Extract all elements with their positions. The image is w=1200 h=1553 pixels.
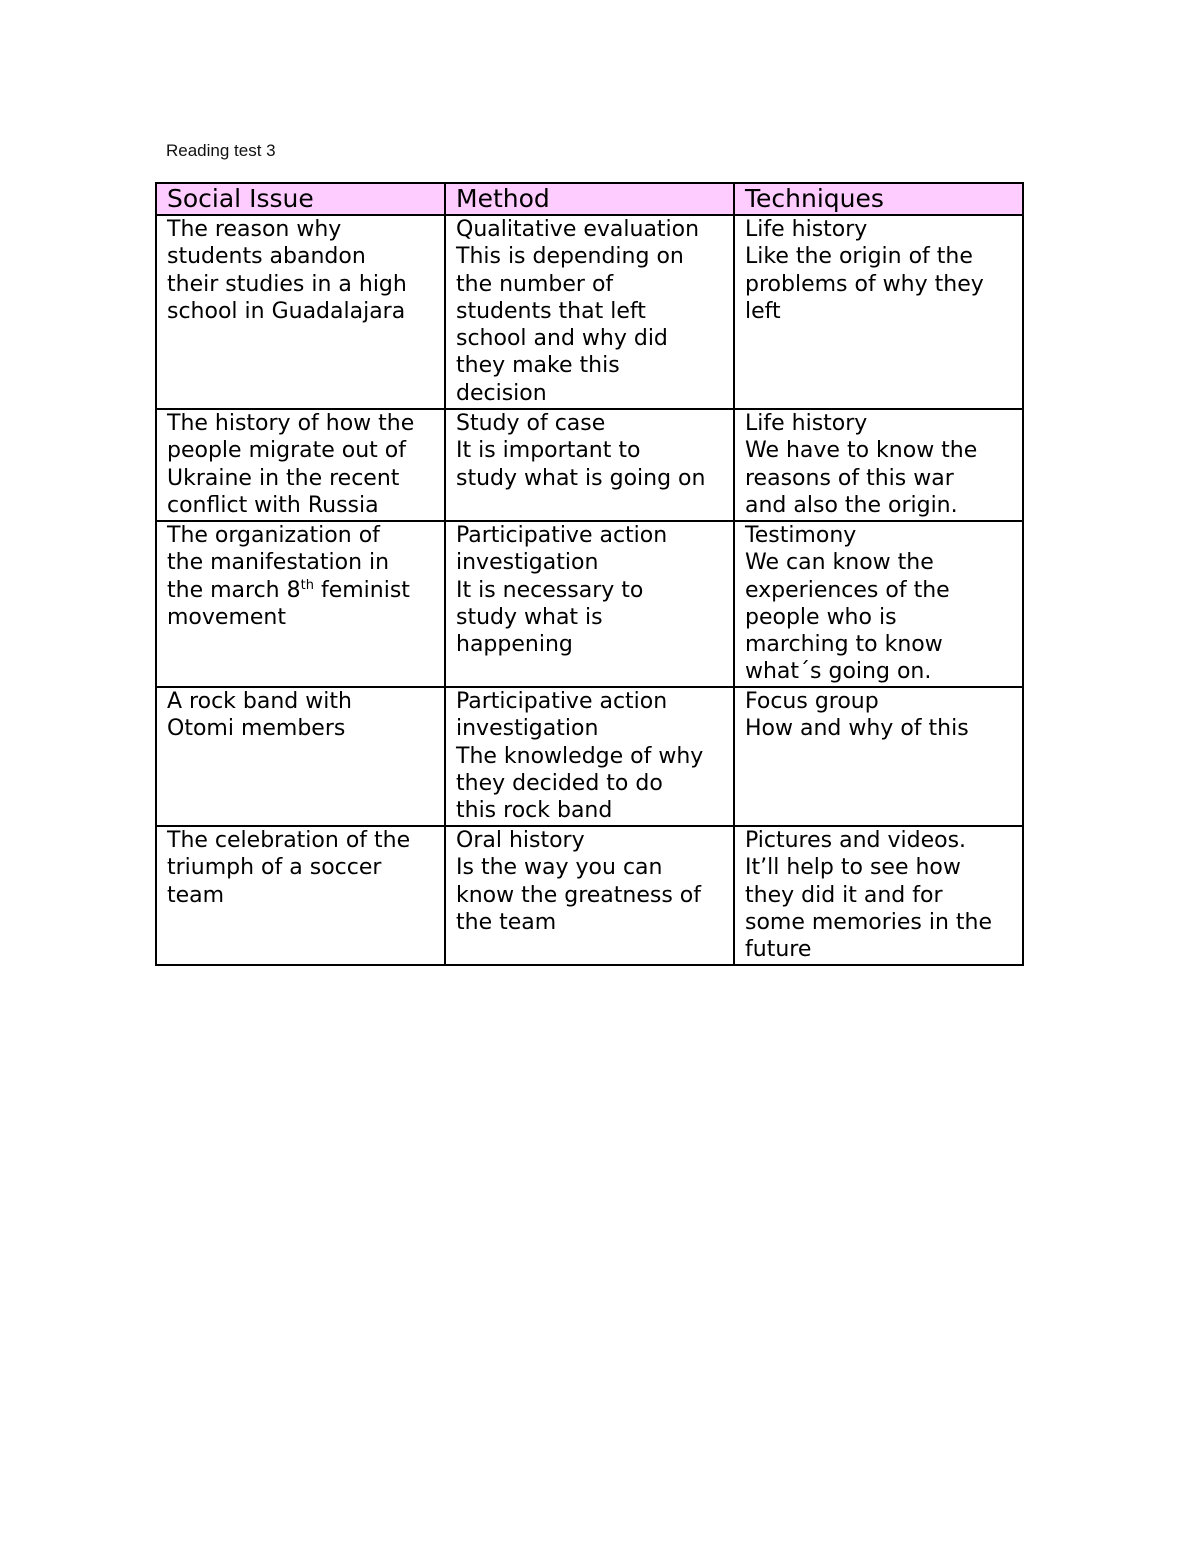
method-cell xyxy=(445,409,734,521)
social-issue-cell xyxy=(156,409,445,521)
method-cell xyxy=(445,521,734,687)
cell-line xyxy=(167,577,440,604)
cell-line: they decided to do xyxy=(456,770,663,796)
method-cell xyxy=(445,215,734,409)
method-cell xyxy=(445,687,734,826)
table-row xyxy=(156,826,1023,965)
cell-line: We have to know the xyxy=(745,438,978,464)
cell-line: study what is xyxy=(456,604,603,630)
cell-line: The celebration of the xyxy=(167,828,411,853)
techniques-cell xyxy=(734,409,1023,521)
methods-table xyxy=(155,182,1024,966)
cell-line: movement xyxy=(167,604,286,630)
techniques-cell xyxy=(734,521,1023,687)
cell-text: the march 8 xyxy=(167,577,301,603)
cell-line: Qualitative evaluation xyxy=(456,217,700,242)
cell-line: This is depending on xyxy=(456,244,684,270)
header-social-issue: Social Issue xyxy=(156,183,445,215)
cell-line: they make this xyxy=(456,353,620,379)
cell-line: students that left xyxy=(456,298,646,324)
cell-line: Like the origin of the xyxy=(745,244,973,270)
cell-line: people who is xyxy=(745,604,897,630)
cell-line: marching to know xyxy=(745,632,943,658)
cell-line: Participative action xyxy=(456,523,668,548)
cell-line: reasons of this war xyxy=(745,465,954,491)
cell-line: happening xyxy=(456,632,573,658)
social-issue-cell xyxy=(156,687,445,826)
techniques-cell xyxy=(734,826,1023,965)
cell-line: triumph of a soccer xyxy=(167,855,382,881)
cell-line: The knowledge of why xyxy=(456,743,704,769)
cell-line: study what is going on xyxy=(456,465,706,491)
table-header-row xyxy=(156,183,1023,215)
cell-line: school and why did xyxy=(456,326,668,352)
cell-line: The organization of xyxy=(167,523,380,548)
cell-line: team xyxy=(167,882,225,908)
cell-line: Ukraine in the recent xyxy=(167,465,400,491)
cell-line: Study of case xyxy=(456,411,606,436)
table-row xyxy=(156,215,1023,409)
cell-line: this rock band xyxy=(456,798,613,824)
techniques-cell xyxy=(734,687,1023,826)
social-issue-cell xyxy=(156,215,445,409)
header-techniques: Techniques xyxy=(734,183,1023,215)
cell-line: students abandon xyxy=(167,244,366,270)
cell-text: feminist xyxy=(313,577,410,603)
techniques-cell xyxy=(734,215,1023,409)
social-issue-cell xyxy=(156,826,445,965)
page-title: Reading test 3 xyxy=(166,141,276,160)
cell-line: investigation xyxy=(456,716,599,742)
cell-line: How and why of this xyxy=(745,716,969,742)
cell-line: It’ll help to see how xyxy=(745,855,961,881)
table-row xyxy=(156,521,1023,687)
cell-line: experiences of the xyxy=(745,577,950,603)
cell-line: We can know the xyxy=(745,550,934,576)
cell-line: left xyxy=(745,298,781,324)
cell-line: It is important to xyxy=(456,438,641,464)
cell-line: investigation xyxy=(456,550,599,576)
cell-line: future xyxy=(745,937,812,963)
cell-line: It is necessary to xyxy=(456,577,644,603)
cell-line: some memories in the xyxy=(745,909,993,935)
cell-line: Participative action xyxy=(456,689,668,714)
cell-line: Life history xyxy=(745,217,868,242)
cell-line: The reason why xyxy=(167,217,342,242)
table-row xyxy=(156,687,1023,826)
cell-line: The history of how the xyxy=(167,411,415,436)
social-issue-cell xyxy=(156,521,445,687)
cell-line: school in Guadalajara xyxy=(167,298,406,324)
cell-line: Oral history xyxy=(456,828,585,853)
cell-line: conflict with Russia xyxy=(167,492,379,518)
cell-line: decision xyxy=(456,380,547,406)
cell-line: Is the way you can xyxy=(456,855,663,881)
method-cell xyxy=(445,826,734,965)
cell-line: they did it and for xyxy=(745,882,943,908)
cell-line: their studies in a high xyxy=(167,271,407,297)
cell-line: and also the origin. xyxy=(745,492,958,518)
cell-line: Otomi members xyxy=(167,716,346,742)
cell-line: A rock band with xyxy=(167,689,352,714)
cell-line: Pictures and videos. xyxy=(745,828,967,853)
cell-line: problems of why they xyxy=(745,271,984,297)
cell-line: Focus group xyxy=(745,689,879,714)
superscript: th xyxy=(300,577,314,593)
cell-line: the number of xyxy=(456,271,614,297)
cell-line: the manifestation in xyxy=(167,550,390,576)
cell-line: people migrate out of xyxy=(167,438,406,464)
cell-line: Testimony xyxy=(745,523,857,548)
cell-line: Life history xyxy=(745,411,868,436)
cell-line: know the greatness of xyxy=(456,882,701,908)
cell-line: what´s going on. xyxy=(745,659,932,685)
table-row xyxy=(156,409,1023,521)
cell-line: the team xyxy=(456,909,557,935)
header-method: Method xyxy=(445,183,734,215)
